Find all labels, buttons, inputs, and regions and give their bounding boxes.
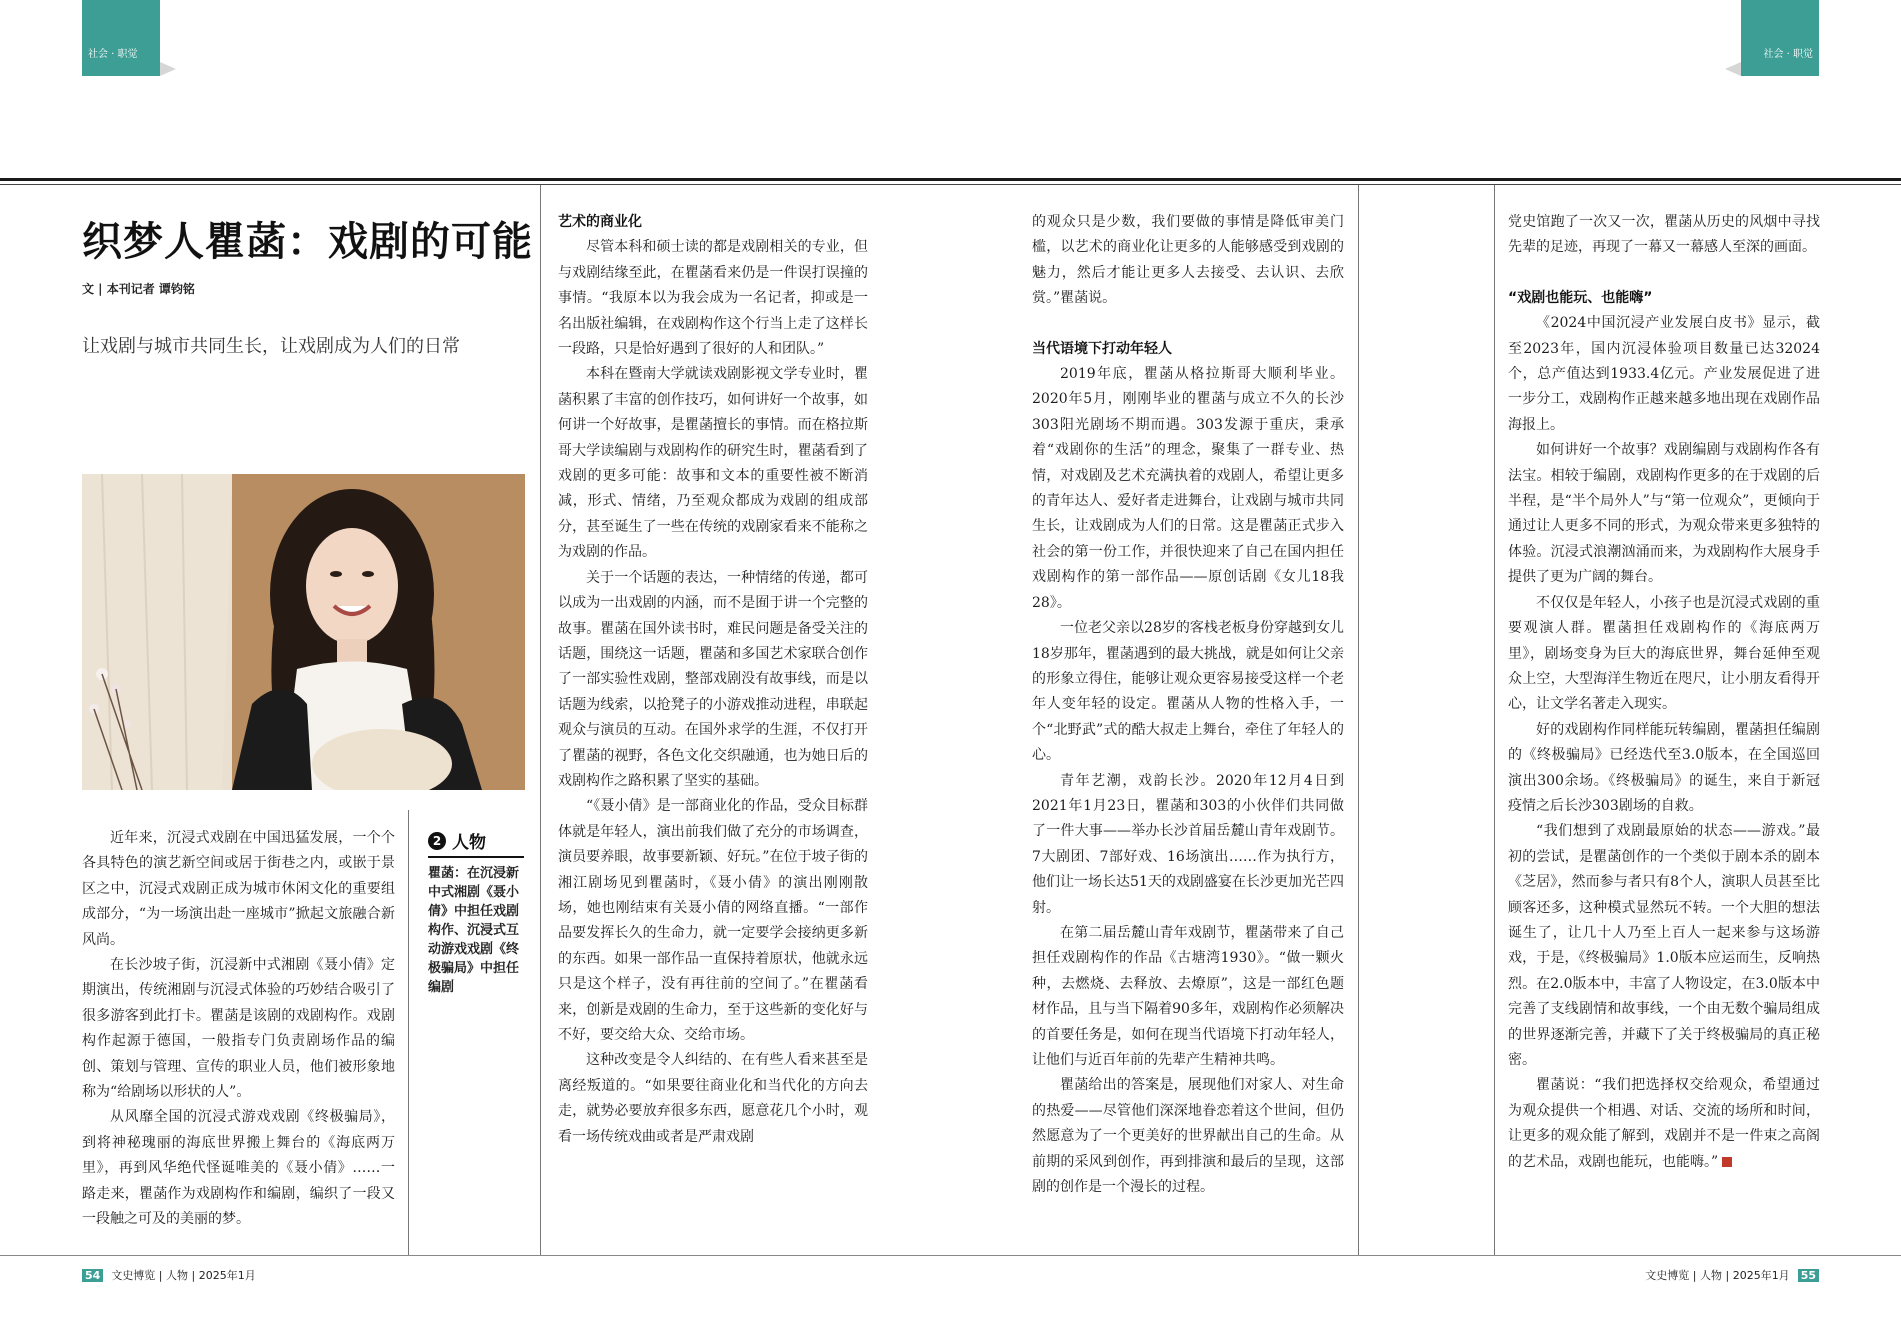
sidebar-body: 瞿菡：在沉浸新中式湘剧《聂小倩》中担任戏剧构作、沉浸式互动游戏戏剧《终极骗局》中担任编剧 (428, 866, 520, 995)
paragraph: “我们想到了戏剧最原始的状态——游戏。”最初的尝试，是瞿菡创作的一个类似于剧本杀的剧本《芝居》，然而参与者只有8个人，演职人员甚至比顾客还多，这种模式显然玩不转。一个大胆的想法诞生了，让几十人乃至上百人一起来参与这场游戏，于是，《终极骗局》1.0版本应运而生，反响热烈。在2.0版本中，丰富了人物设定，在3.0版本中完善了支线剧情和故事线，一个由无数个骗局组成的世界逐渐完善，并藏下了关于终极骗局的真正秘密。 (1508, 823, 1820, 1068)
paragraph: 2019年底，瞿菡从格拉斯哥大顺利毕业。2020年5月，刚刚毕业的瞿菡与成立不久的长沙303阳光剧场不期而遇。303发源于重庆，秉承着“戏剧你的生活”的理念，聚集了一群专业、热情，对戏剧及艺术充满执着的戏剧人，希望让更多的青年达人、爱好者走进舞台，让戏剧与城市共同生长，让戏剧成为人们的日常。这是瞿菡正式步入社会的第一份工作，并很快迎来了自己在国内担任戏剧构作的第一部作品——原创话剧《女儿18我28》。 (1032, 366, 1344, 611)
section-label-right: 社会 · 职觉 (1763, 49, 1813, 60)
footer-text-right: 文史博览 | 人物 | 2025年1月 (1645, 1269, 1790, 1282)
paragraph (1508, 1073, 1820, 1175)
section-heading: “戏剧也能玩、也能嗨” (1508, 289, 1653, 306)
article-column-2 (558, 210, 868, 1150)
footer-rule (0, 1255, 1901, 1256)
column-divider (1358, 185, 1359, 1255)
footer-text-left: 文史博览 | 人物 | 2025年1月 (111, 1269, 256, 1282)
portrait-photo (82, 474, 525, 790)
closing-paragraph: 瞿菡说：“我们把选择权交给观众，希望通过为观众提供一个相遇、对话、交流的场所和时间，让更多的观众能了解到，戏剧并不是一件束之高阁的艺术品，戏剧也能玩，也能嗨。” (1508, 1077, 1820, 1170)
footer-right (1645, 1267, 1819, 1283)
paragraph: 的观众只是少数，我们要做的事情是降低审美门槛，以艺术的商业化让更多的人能够感受到戏剧的魅力，然后才能让更多人去接受、去认识、去欣赏。”瞿菡说。 (1032, 214, 1344, 307)
sidebar-heading (428, 828, 524, 858)
footer-left (82, 1267, 256, 1283)
header-rule (0, 178, 1901, 181)
profile-sidebar (428, 828, 524, 997)
sidebar-number-badge: 2 (428, 832, 446, 850)
article-column-3 (1032, 210, 1344, 1200)
paragraph: 一位老父亲以28岁的客栈老板身份穿越到女儿18岁那年，瞿菡遇到的最大挑战，就是如何让父亲的形象立得住，能够让观众更容易接受这样一个老年人变年轻的设定。瞿菡从人物的性格入手，一个“北野武”式的酷大叔走上舞台，牵住了年轻人的心。 (1032, 620, 1344, 764)
article-subtitle: 让戏剧与城市共同生长，让戏剧成为人们的日常 (82, 336, 460, 357)
section-heading: 当代语境下打动年轻人 (1032, 340, 1172, 357)
header-rule-thin (0, 184, 1901, 185)
paragraph: “《聂小倩》是一部商业化的作品，受众目标群体就是年轻人，演出前我们做了充分的市场调查，演员要养眼，故事要新颖、好玩。”在位于坡子街的湘江剧场见到瞿菡时，《聂小倩》的演出刚刚散场，她也刚结束有关聂小倩的网络直播。“一部作品要发挥长久的生命力，就一定要学会接纳更多新的东西。如果一部作品一直保持着原状，他就永远只是这个样子，没有再往前的空间了。”在瞿菡看来，创新是戏剧的生命力，至于这些新的变化好与不好，要交给大众、交给市场。 (558, 798, 868, 1043)
paragraph: 在第二届岳麓山青年戏剧节，瞿菡带来了自己担任戏剧构作的作品《古塘湾1930》。“做一颗火种，去燃烧、去释放、去燎原”，这是一部红色题材作品，且与当下隔着90多年，戏剧构作必须解决的首要任务是，如何在现当代语境下打动年轻人，让他们与近百年前的先辈产生精神共鸣。 (1032, 924, 1344, 1068)
paragraph: 《2024中国沉浸产业发展白皮书》显示，截至2023年，国内沉浸体验项目数量已达32024个，总产值达到1933.4亿元。产业发展促进了进一步分工，戏剧构作正越来越多地出现在戏剧作品海报上。 (1508, 315, 1820, 433)
page-number-right: 55 (1798, 1269, 1819, 1282)
paragraph: 这种改变是令人纠结的、在有些人看来甚至是离经叛道的。“如果要往商业化和当代化的方向去走，就势必要放弃很多东西，愿意花几个小时，观看一场传统戏曲或者是严肃戏剧 (558, 1052, 868, 1145)
paragraph: 本科在暨南大学就读戏剧影视文学专业时，瞿菡积累了丰富的创作技巧，如何讲好一个故事，如何讲一个好故事，是瞿菡擅长的事情。而在格拉斯哥大学读编剧与戏剧构作的研究生时，瞿菡看到了戏剧的更多可能：故事和文本的重要性被不断消减，形式、情绪，乃至观众都成为戏剧的组成部分，甚至诞生了一些在传统的戏剧家看来不能称之为戏剧的作品。 (558, 366, 868, 561)
article-title: 织梦人瞿菡：戏剧的可能 (82, 219, 533, 265)
paragraph: 从风靡全国的沉浸式游戏戏剧《终极骗局》，到将神秘瑰丽的海底世界搬上舞台的《海底两万里》，再到风华绝代怪诞唯美的《聂小倩》……一路走来，瞿菡作为戏剧构作和编剧，编织了一段又一段触之可及的美丽的梦。 (82, 1109, 395, 1228)
sidebar-title: 人物 (452, 833, 486, 853)
paragraph: 在长沙坡子街，沉浸新中式湘剧《聂小倩》定期演出，传统湘剧与沉浸式体验的巧妙结合吸引了很多游客到此打卡。瞿菡是该剧的戏剧构作。戏剧构作起源于德国，一般指专门负责剧场作品的编创、策划与管理、宣传的职业人员，他们被形象地称为“给剧场以形状的人”。 (82, 957, 395, 1101)
column-divider (1494, 185, 1495, 1255)
column-divider (540, 185, 541, 1255)
article-column-1 (82, 826, 395, 1233)
paragraph: 不仅仅是年轻人，小孩子也是沉浸式戏剧的重要观演人群。瞿菡担任戏剧构作的《海底两万里》，剧场变身为巨大的海底世界，舞台延伸至观众上空，大型海洋生物近在咫尺，让小朋友看得开心，让文学名著走入现实。 (1508, 594, 1820, 713)
article-column-4 (1508, 210, 1820, 1175)
section-tab-left (82, 0, 160, 76)
tab-arrow-right (1725, 62, 1741, 76)
end-mark-icon (1722, 1157, 1732, 1167)
paragraph: 近年来，沉浸式戏剧在中国迅猛发展，一个个各具特色的演艺新空间或居于街巷之内，或嵌于景区之中，沉浸式戏剧正成为城市休闲文化的重要组成部分，“为一场演出赴一座城市”掀起文旅融合新风尚。 (82, 830, 395, 948)
paragraph: 青年艺潮，戏韵长沙。2020年12月4日到2021年1月23日，瞿菡和303的小伙伴们共同做了一件大事——举办长沙首届岳麓山青年戏剧节。7大剧团、7部好戏、16场演出……作为执行方，他们让一场长达51天的戏剧盛宴在长沙更加光芒四射。 (1032, 772, 1344, 916)
sidebar-divider (408, 810, 409, 1255)
paragraph: 瞿菡给出的答案是，展现他们对家人、对生命的热爱——尽管他们深深地眷恋着这个世间，但仍然愿意为了一个更美好的世界献出自己的生命。从前期的采风到创作，再到排演和最后的呈现，这部剧的创作是一个漫长的过程。 (1032, 1077, 1344, 1196)
paragraph: 好的戏剧构作同样能玩转编剧，瞿菡担任编剧的《终极骗局》已经迭代至3.0版本，在全国巡回演出300余场。《终极骗局》的诞生，来自于新冠疫情之后长沙303剧场的自救。 (1508, 721, 1820, 814)
section-label-left: 社会 · 职觉 (88, 49, 138, 60)
section-heading: 艺术的商业化 (558, 214, 642, 230)
paragraph: 尽管本科和硕士读的都是戏剧相关的专业，但与戏剧结缘至此，在瞿菡看来仍是一件误打误撞的事情。“我原本以为我会成为一名记者，抑或是一名出版社编辑，在戏剧构作这个行当上走了这样长一段路，只是恰好遇到了很好的人和团队。” (558, 239, 868, 358)
paragraph: 党史馆跑了一次又一次，瞿菡从历史的风烟中寻找先辈的足迹，再现了一幕又一幕感人至深的画面。 (1508, 214, 1820, 256)
section-tab-right (1741, 0, 1819, 76)
paragraph: 如何讲好一个故事？戏剧编剧与戏剧构作各有法宝。相较于编剧，戏剧构作更多的在于戏剧的后半程，是“半个局外人”与“第一位观众”，更倾向于通过让人更多不同的形式，为观众带来更多独特的体验。沉浸式浪潮汹涌而来，为戏剧构作大展身手提供了更为广阔的舞台。 (1508, 442, 1820, 586)
page-number-left: 54 (82, 1269, 103, 1282)
paragraph: 关于一个话题的表达，一种情绪的传递，都可以成为一出戏剧的内涵，而不是囿于讲一个完整的故事。瞿菡在国外读书时，难民问题是备受关注的话题，围绕这一话题，瞿菡和多国艺术家联合创作了一部实验性戏剧，整部戏剧没有故事线，而是以话题为线索，以抢凳子的小游戏推动进程，串联起观众与演员的互动。在国外求学的生涯，不仅打开了瞿菡的视野，各色文化交织融通，也为她日后的戏剧构作之路积累了坚实的基础。 (558, 569, 868, 789)
article-byline: 文 | 本刊记者 谭钧铭 (82, 282, 195, 296)
tab-arrow-left (160, 62, 176, 76)
